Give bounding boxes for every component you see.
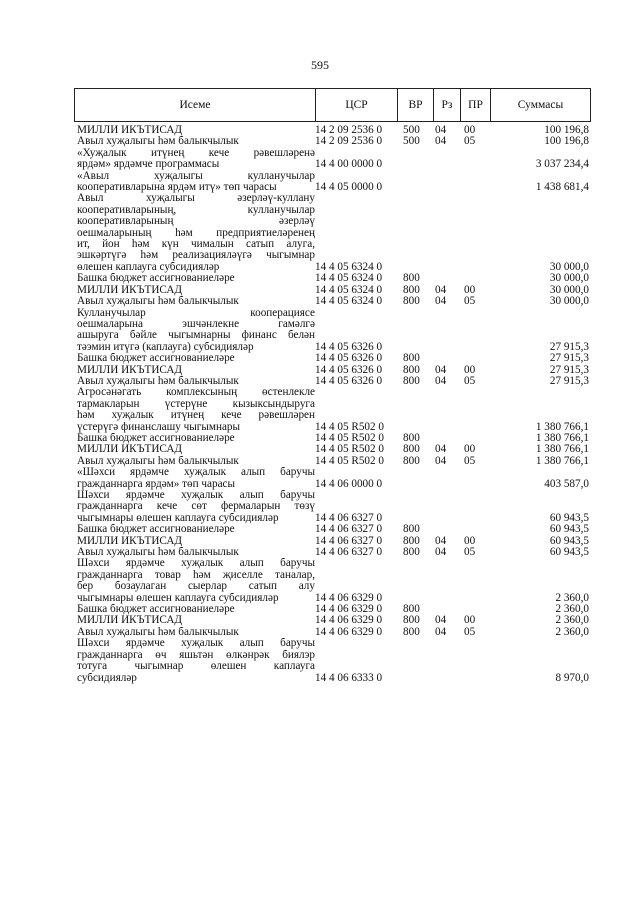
table-row bbox=[77, 136, 589, 147]
row-csr bbox=[315, 353, 397, 364]
row-pr bbox=[460, 148, 490, 171]
row-name-line: МИЛЛИ ИКЪТИСАД bbox=[77, 125, 183, 136]
row-name bbox=[77, 490, 315, 524]
row-name-line: ит, йон һәм күн чималын сатып алуга, bbox=[77, 239, 315, 251]
row-pr-value: 05 bbox=[464, 625, 476, 638]
row-vr-value: 800 bbox=[403, 272, 420, 285]
row-csr bbox=[315, 524, 397, 535]
row-csr bbox=[315, 387, 397, 433]
table-row bbox=[77, 547, 589, 558]
row-name-line: Башка бюджет ассигнованиеләре bbox=[77, 524, 235, 536]
table-row bbox=[77, 171, 589, 194]
row-rz bbox=[433, 524, 460, 535]
row-rz-value: 04 bbox=[435, 124, 447, 136]
row-csr-value: 14 4 05 6324 0 bbox=[315, 260, 383, 273]
row-sum-value: 1 438 681,4 bbox=[535, 181, 589, 194]
row-name bbox=[77, 285, 315, 296]
row-sum bbox=[490, 490, 589, 524]
row-name-line: тармакларын үстерүне кызыксындыруга bbox=[77, 398, 315, 410]
row-pr-value: 00 bbox=[464, 534, 476, 547]
row-name-line: Башка бюджет ассигнованиеләре bbox=[77, 353, 235, 365]
row-pr bbox=[460, 308, 490, 354]
row-vr-value: 500 bbox=[403, 135, 420, 148]
row-vr bbox=[397, 456, 433, 467]
row-sum bbox=[490, 171, 589, 194]
row-pr bbox=[460, 467, 490, 490]
row-csr bbox=[315, 467, 397, 490]
row-name-line: ярдәм» ярдәмче программасы bbox=[77, 159, 220, 171]
row-csr bbox=[315, 456, 397, 467]
row-name-line: МИЛЛИ ИКЪТИСАД bbox=[77, 615, 183, 627]
row-name bbox=[77, 171, 315, 194]
row-pr-value: 00 bbox=[464, 363, 476, 376]
row-sum bbox=[490, 308, 589, 354]
row-sum bbox=[490, 456, 589, 467]
row-name-line: Башка бюджет ассигнованиеләре bbox=[77, 273, 235, 285]
row-vr-value: 800 bbox=[403, 363, 420, 376]
table-row bbox=[77, 456, 589, 467]
row-pr-value: 00 bbox=[464, 124, 476, 136]
row-csr bbox=[315, 490, 397, 524]
header-vr: ВР bbox=[398, 89, 434, 121]
row-csr-value: 14 4 05 6326 0 bbox=[315, 363, 383, 376]
row-sum bbox=[490, 193, 589, 273]
row-vr-value: 800 bbox=[403, 283, 420, 296]
row-csr-value: 14 4 05 0000 0 bbox=[315, 181, 383, 194]
table-row bbox=[77, 627, 589, 638]
row-sum-value: 60 943,5 bbox=[549, 511, 589, 524]
row-csr-value: 14 4 06 6327 0 bbox=[315, 511, 383, 524]
row-name-line: «Шәхси ярдәмче хуҗалык алып баручы bbox=[77, 467, 315, 479]
row-name-line: МИЛЛИ ИКЪТИСАД bbox=[77, 284, 183, 296]
row-sum-value: 30 000,0 bbox=[549, 283, 589, 296]
row-sum-value: 2 360,0 bbox=[555, 603, 589, 616]
row-csr bbox=[315, 193, 397, 273]
row-name-line: Шәхси ярдәмче хуҗалык алып баручы bbox=[77, 558, 315, 570]
row-pr bbox=[460, 638, 490, 684]
row-csr bbox=[315, 136, 397, 147]
row-rz bbox=[433, 376, 460, 387]
row-csr bbox=[315, 273, 397, 284]
row-name-line: эшкәртүгә һәм реализацияләүгә чыгымнар bbox=[77, 250, 315, 262]
row-sum-value: 1 380 766,1 bbox=[535, 443, 589, 456]
row-csr bbox=[315, 308, 397, 354]
row-name-line: чыгымнары өлешен каплауга субсидияләр bbox=[77, 512, 279, 524]
row-pr bbox=[460, 171, 490, 194]
row-rz-value: 04 bbox=[435, 135, 447, 148]
row-rz-value: 04 bbox=[435, 454, 447, 467]
row-rz bbox=[433, 171, 460, 194]
row-name-line: Авыл хуҗалыгы әзерләү-куллану bbox=[77, 193, 315, 205]
row-sum bbox=[490, 273, 589, 284]
row-vr-value: 800 bbox=[403, 374, 420, 387]
row-pr-value: 00 bbox=[464, 443, 476, 456]
row-pr bbox=[460, 627, 490, 638]
row-sum bbox=[490, 467, 589, 490]
row-vr-value: 800 bbox=[403, 295, 420, 308]
row-csr bbox=[315, 558, 397, 604]
row-vr-value: 800 bbox=[403, 352, 420, 365]
row-pr bbox=[460, 524, 490, 535]
row-sum bbox=[490, 376, 589, 387]
row-name bbox=[77, 547, 315, 558]
row-pr bbox=[460, 353, 490, 364]
row-csr-value: 14 4 06 6329 0 bbox=[315, 614, 383, 627]
row-name-line: Авыл хуҗалыгы һәм балыкчылык bbox=[77, 626, 239, 638]
row-rz-value: 04 bbox=[435, 295, 447, 308]
row-csr bbox=[315, 547, 397, 558]
row-csr-value: 14 4 05 6324 0 bbox=[315, 295, 383, 308]
row-rz bbox=[433, 547, 460, 558]
row-name-line: оешмаларына эшчәнлекне гамәлгә bbox=[77, 318, 315, 330]
table-header bbox=[74, 88, 591, 122]
table-row bbox=[77, 308, 589, 354]
row-name-line: Авыл хуҗалыгы һәм балыкчылык bbox=[77, 455, 239, 467]
table-row bbox=[77, 296, 589, 307]
row-name bbox=[77, 148, 315, 171]
row-name bbox=[77, 604, 315, 615]
row-name-line: гражданнарга кече сөт фермаларын төзү bbox=[77, 501, 315, 513]
header-rz: Рз bbox=[434, 89, 461, 121]
row-name-line: МИЛЛИ ИКЪТИСАД bbox=[77, 444, 183, 456]
row-sum-value: 403 587,0 bbox=[544, 477, 589, 490]
row-sum-value: 27 915,3 bbox=[549, 374, 589, 387]
row-csr-value: 14 4 05 6326 0 bbox=[315, 374, 383, 387]
row-name-line: «Авыл хуҗалыгы кулланучылар bbox=[77, 170, 315, 182]
row-name-line: субсидияләр bbox=[77, 672, 137, 684]
row-name bbox=[77, 558, 315, 604]
row-vr-value: 800 bbox=[403, 614, 420, 627]
row-vr-value: 800 bbox=[403, 625, 420, 638]
row-name bbox=[77, 627, 315, 638]
row-rz bbox=[433, 467, 460, 490]
row-rz-value: 04 bbox=[435, 625, 447, 638]
row-name-line: гражданнарга товар һәм җиселле таналар, bbox=[77, 569, 315, 581]
row-sum-value: 60 943,5 bbox=[549, 523, 589, 536]
row-csr bbox=[315, 171, 397, 194]
row-pr-value: 05 bbox=[464, 454, 476, 467]
row-rz bbox=[433, 193, 460, 273]
row-vr-value: 800 bbox=[403, 546, 420, 559]
row-csr bbox=[315, 638, 397, 684]
table-row bbox=[77, 148, 589, 171]
header-csr: ЦСР bbox=[316, 89, 398, 121]
row-name-line: өлешен каплауга субсидияләр bbox=[77, 261, 220, 273]
row-sum-value: 30 000,0 bbox=[549, 272, 589, 285]
row-pr bbox=[460, 490, 490, 524]
row-pr bbox=[460, 273, 490, 284]
row-csr-value: 14 4 06 6333 0 bbox=[315, 671, 383, 684]
row-vr bbox=[397, 467, 433, 490]
row-csr bbox=[315, 148, 397, 171]
header-name: Исеме bbox=[75, 89, 316, 121]
row-name-line: Авыл хуҗалыгы һәм балыкчылык bbox=[77, 547, 239, 559]
row-sum-value: 30 000,0 bbox=[549, 260, 589, 273]
row-name-line: МИЛЛИ ИКЪТИСАД bbox=[77, 364, 183, 376]
row-name bbox=[77, 387, 315, 433]
row-name-line: тотуга чыгымнар өлешен каплауга bbox=[77, 661, 315, 673]
row-rz bbox=[433, 136, 460, 147]
row-name-line: «Хуҗалык итүнең кече рәвешләренә bbox=[77, 147, 315, 159]
row-vr bbox=[397, 524, 433, 535]
row-rz bbox=[433, 296, 460, 307]
table-row bbox=[77, 387, 589, 433]
row-csr-value: 14 4 05 6324 0 bbox=[315, 272, 383, 285]
row-name-line: Шәхси ярдәмче хуҗалык алып баручы bbox=[77, 490, 315, 501]
row-vr bbox=[397, 490, 433, 524]
row-rz bbox=[433, 353, 460, 364]
row-name-line: тәэмин итүгә (каплауга) субсидияләр bbox=[77, 341, 254, 353]
row-name-line: үстерүгә финанслашу чыгымнары bbox=[77, 421, 241, 433]
row-name bbox=[77, 125, 315, 136]
row-name bbox=[77, 536, 315, 547]
row-sum bbox=[490, 547, 589, 558]
row-name-line: кооперативларының, кулланучылар bbox=[77, 204, 315, 216]
row-csr bbox=[315, 376, 397, 387]
row-name-line: Авыл хуҗалыгы һәм балыкчылык bbox=[77, 136, 239, 148]
row-vr-value: 800 bbox=[403, 534, 420, 547]
row-sum-value: 100 196,8 bbox=[544, 124, 589, 136]
table-row bbox=[77, 524, 589, 535]
row-csr-value: 14 4 06 6329 0 bbox=[315, 625, 383, 638]
row-rz bbox=[433, 387, 460, 433]
row-pr bbox=[460, 376, 490, 387]
row-csr-value: 14 2 09 2536 0 bbox=[315, 124, 383, 136]
table-row bbox=[77, 558, 589, 604]
row-sum-value: 1 380 766,1 bbox=[535, 420, 589, 433]
row-rz-value: 04 bbox=[435, 363, 447, 376]
row-name bbox=[77, 456, 315, 467]
row-name bbox=[77, 444, 315, 455]
row-vr bbox=[397, 171, 433, 194]
row-csr-value: 14 4 05 R502 0 bbox=[315, 454, 384, 467]
row-rz bbox=[433, 627, 460, 638]
table-row bbox=[77, 467, 589, 490]
header-pr: ПР bbox=[461, 89, 491, 121]
row-name-line: кооперативларына ярдәм итү» төп чарасы bbox=[77, 182, 277, 194]
row-name bbox=[77, 376, 315, 387]
row-sum bbox=[490, 627, 589, 638]
row-sum-value: 100 196,8 bbox=[544, 135, 589, 148]
row-name-line: кооперативларының әзерләү bbox=[77, 216, 315, 228]
table-row bbox=[77, 273, 589, 284]
row-vr bbox=[397, 376, 433, 387]
row-name bbox=[77, 467, 315, 490]
row-rz-value: 04 bbox=[435, 443, 447, 456]
row-vr bbox=[397, 627, 433, 638]
row-csr-value: 14 4 05 R502 0 bbox=[315, 443, 384, 456]
row-rz bbox=[433, 490, 460, 524]
row-vr bbox=[397, 273, 433, 284]
row-csr-value: 14 4 06 6327 0 bbox=[315, 546, 383, 559]
row-sum bbox=[490, 387, 589, 433]
row-rz bbox=[433, 308, 460, 354]
row-name bbox=[77, 296, 315, 307]
row-name bbox=[77, 638, 315, 684]
row-pr bbox=[460, 296, 490, 307]
row-csr-value: 14 4 06 6329 0 bbox=[315, 603, 383, 616]
row-csr-value: 14 4 05 6326 0 bbox=[315, 340, 383, 353]
table-row bbox=[77, 638, 589, 684]
row-vr bbox=[397, 193, 433, 273]
row-csr-value: 14 4 05 R502 0 bbox=[315, 420, 384, 433]
row-sum bbox=[490, 524, 589, 535]
row-csr bbox=[315, 627, 397, 638]
row-sum-value: 30 000,0 bbox=[549, 295, 589, 308]
row-pr-value: 00 bbox=[464, 614, 476, 627]
table-row bbox=[77, 376, 589, 387]
row-name bbox=[77, 273, 315, 284]
row-pr-value: 05 bbox=[464, 374, 476, 387]
row-pr-value: 00 bbox=[464, 283, 476, 296]
row-pr bbox=[460, 456, 490, 467]
row-name-line: ашыруга бәйле чыгымнарны финанс белән bbox=[77, 330, 315, 342]
row-csr-value: 14 4 05 R502 0 bbox=[315, 431, 384, 444]
row-vr bbox=[397, 547, 433, 558]
row-vr-value: 800 bbox=[403, 454, 420, 467]
row-name bbox=[77, 136, 315, 147]
page-number: 595 bbox=[311, 58, 329, 72]
row-vr-value: 800 bbox=[403, 523, 420, 536]
row-name-line: бер бозаулаган сыерлар сатып алу bbox=[77, 581, 315, 593]
row-rz bbox=[433, 148, 460, 171]
row-pr bbox=[460, 136, 490, 147]
row-name bbox=[77, 433, 315, 444]
row-name-line: оешмаларының һәм предприятиеләренең bbox=[77, 227, 315, 239]
row-sum-value: 2 360,0 bbox=[555, 625, 589, 638]
row-pr bbox=[460, 193, 490, 273]
row-pr bbox=[460, 387, 490, 433]
row-name bbox=[77, 353, 315, 364]
row-pr-value: 05 bbox=[464, 546, 476, 559]
row-vr bbox=[397, 353, 433, 364]
table-row bbox=[77, 490, 589, 524]
row-csr-value: 14 2 09 2536 0 bbox=[315, 135, 383, 148]
row-sum bbox=[490, 296, 589, 307]
row-name bbox=[77, 615, 315, 626]
row-rz bbox=[433, 558, 460, 604]
row-vr bbox=[397, 296, 433, 307]
row-rz bbox=[433, 638, 460, 684]
row-csr-value: 14 4 06 6329 0 bbox=[315, 591, 383, 604]
row-name-line: Башка бюджет ассигнованиеләре bbox=[77, 432, 235, 444]
row-name-line: Авыл хуҗалыгы һәм балыкчылык bbox=[77, 375, 239, 387]
row-name bbox=[77, 308, 315, 354]
row-pr-value: 05 bbox=[464, 135, 476, 148]
row-name bbox=[77, 524, 315, 535]
row-rz-value: 04 bbox=[435, 534, 447, 547]
row-sum bbox=[490, 558, 589, 604]
row-rz-value: 04 bbox=[435, 283, 447, 296]
row-csr bbox=[315, 296, 397, 307]
row-pr-value: 05 bbox=[464, 295, 476, 308]
row-csr-value: 14 4 06 6327 0 bbox=[315, 523, 383, 536]
table-body bbox=[77, 125, 589, 684]
table-row bbox=[77, 353, 589, 364]
row-sum bbox=[490, 353, 589, 364]
row-vr bbox=[397, 308, 433, 354]
row-sum-value: 60 943,5 bbox=[549, 534, 589, 547]
row-name-line: һәм хуҗалык итүнең кече рәвешләрен bbox=[77, 410, 315, 422]
row-name-line: МИЛЛИ ИКЪТИСАД bbox=[77, 535, 183, 547]
row-name-line: Кулланучылар кооперациясе bbox=[77, 307, 315, 319]
row-rz-value: 04 bbox=[435, 374, 447, 387]
row-rz bbox=[433, 456, 460, 467]
row-vr bbox=[397, 638, 433, 684]
row-rz bbox=[433, 273, 460, 284]
row-csr-value: 14 4 00 0000 0 bbox=[315, 158, 383, 171]
row-sum-value: 60 943,5 bbox=[549, 546, 589, 559]
row-vr bbox=[397, 136, 433, 147]
row-sum-value: 1 380 766,1 bbox=[535, 431, 589, 444]
row-name-line: гражданнарга өч яшьтән өлкәнрәк биялэр bbox=[77, 649, 315, 661]
header-sum: Суммасы bbox=[517, 99, 564, 111]
row-vr-value: 800 bbox=[403, 431, 420, 444]
row-csr-value: 14 4 05 6326 0 bbox=[315, 352, 383, 365]
row-name-line: Шәхси ярдәмче хуҗалык алып баручы bbox=[77, 638, 315, 650]
row-sum bbox=[490, 136, 589, 147]
row-name-line: гражданнарга ярдәм» төп чарасы bbox=[77, 478, 236, 490]
row-vr-value: 800 bbox=[403, 443, 420, 456]
row-name bbox=[77, 193, 315, 273]
row-rz-value: 04 bbox=[435, 546, 447, 559]
row-sum-value: 27 915,3 bbox=[549, 363, 589, 376]
row-vr bbox=[397, 558, 433, 604]
row-sum-value: 2 360,0 bbox=[555, 591, 589, 604]
row-vr-value: 800 bbox=[403, 603, 420, 616]
row-sum-value: 3 037 234,4 bbox=[535, 158, 589, 171]
row-rz-value: 04 bbox=[435, 614, 447, 627]
row-vr bbox=[397, 387, 433, 433]
row-name bbox=[77, 365, 315, 376]
row-name-line: Башка бюджет ассигнованиеләре bbox=[77, 604, 235, 616]
row-csr-value: 14 4 06 0000 0 bbox=[315, 477, 383, 490]
row-sum bbox=[490, 148, 589, 171]
row-pr bbox=[460, 558, 490, 604]
row-vr bbox=[397, 148, 433, 171]
row-name-line: Авыл хуҗалыгы һәм балыкчылык bbox=[77, 296, 239, 308]
table-row bbox=[77, 193, 589, 273]
row-sum-value: 8 970,0 bbox=[555, 671, 589, 684]
row-sum-value: 1 380 766,1 bbox=[535, 454, 589, 467]
row-sum-value: 27 915,3 bbox=[549, 352, 589, 365]
row-name-line: Агросәнәгать комплексының өстенлекле bbox=[77, 387, 315, 399]
row-sum bbox=[490, 638, 589, 684]
row-csr-value: 14 4 06 6327 0 bbox=[315, 534, 383, 547]
row-vr-value: 500 bbox=[403, 124, 420, 136]
row-sum-value: 27 915,3 bbox=[549, 340, 589, 353]
row-csr-value: 14 4 05 6324 0 bbox=[315, 283, 383, 296]
row-sum-value: 2 360,0 bbox=[555, 614, 589, 627]
row-pr bbox=[460, 547, 490, 558]
row-name-line: чыгымнары өлешен каплауга субсидияләр bbox=[77, 592, 279, 604]
